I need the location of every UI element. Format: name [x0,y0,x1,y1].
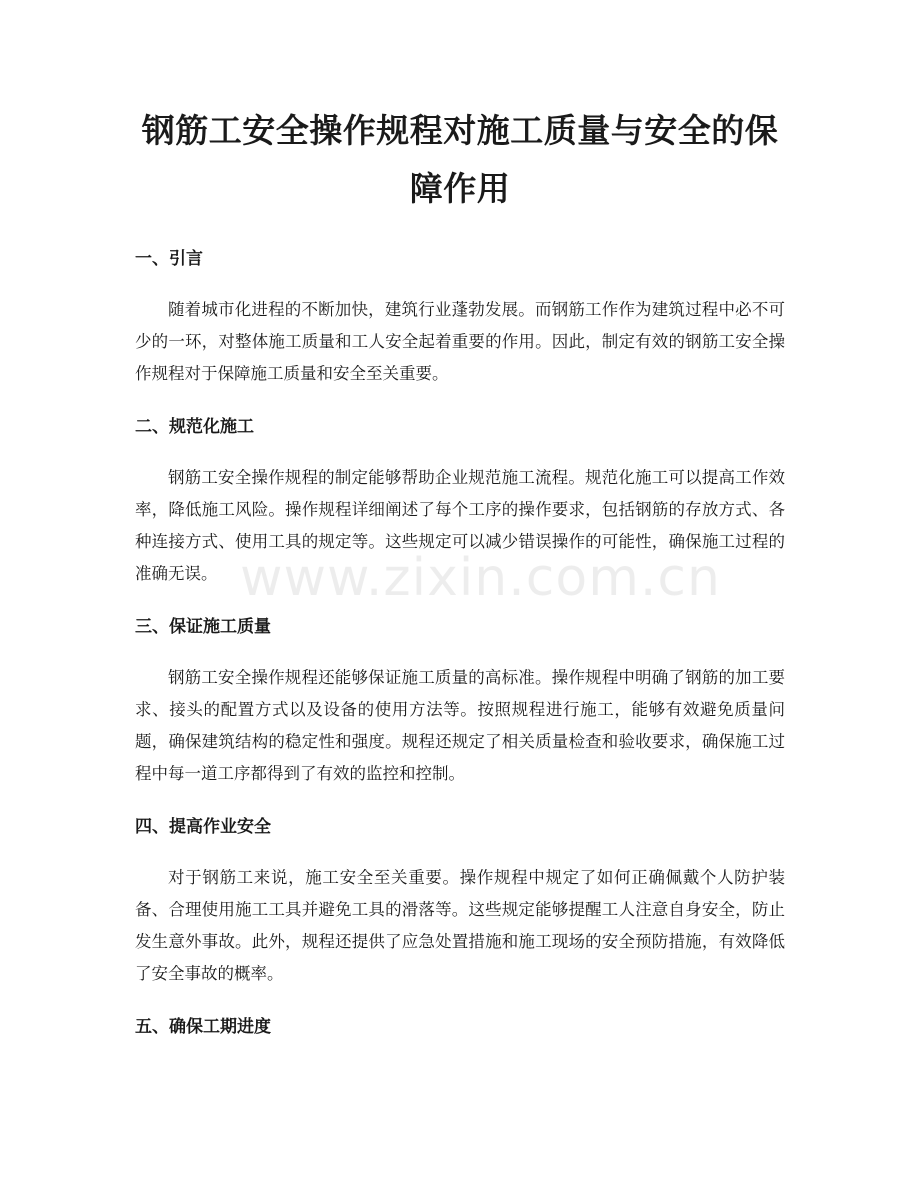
section-5 [135,1012,785,1042]
section-heading: 三、保证施工质量 [135,617,271,637]
section-paragraph: 对于钢筋工来说，施工安全至关重要。操作规程中规定了如何正确佩戴个人防护装备、合理使用施工工具并避免工具的滑落等。这些规定能够提醒工人注意自身安全，防止发生意外事故。此外，规程还提供了应急处置措施和施工现场的安全预防措施，有效降低了安全事故的概率。 [135,868,785,983]
section-1 [135,244,785,390]
section-heading: 一、引言 [135,249,203,269]
section-4 [135,812,785,990]
section-heading: 五、确保工期进度 [135,1017,271,1037]
document-title: 钢筋工安全操作规程对施工质量与安全的保障作用 [141,111,779,208]
section-heading: 二、规范化施工 [135,417,254,437]
section-3 [135,612,785,790]
section-paragraph: 随着城市化进程的不断加快，建筑行业蓬勃发展。而钢筋工作作为建筑过程中必不可少的一环，对整体施工质量和工人安全起着重要的作用。因此，制定有效的钢筋工安全操作规程对于保障施工质量和安全至关重要。 [135,300,785,383]
section-paragraph: 钢筋工安全操作规程还能够保证施工质量的高标准。操作规程中明确了钢筋的加工要求、接头的配置方式以及设备的使用方法等。按照规程进行施工，能够有效避免质量问题，确保建筑结构的稳定性和强度。规程还规定了相关质量检查和验收要求，确保施工过程中每一道工序都得到了有效的监控和控制。 [135,668,785,783]
section-heading: 四、提高作业安全 [135,817,271,837]
watermark: www.zixin.com.cn [240,548,721,608]
section-2 [135,412,785,590]
section-paragraph: 钢筋工安全操作规程的制定能够帮助企业规范施工流程。规范化施工可以提高工作效率，降低施工风险。操作规程详细阐述了每个工序的操作要求，包括钢筋的存放方式、各种连接方式、使用工具的规定等。这些规定可以减少错误操作的可能性，确保施工过程的准确无误。 [135,468,785,583]
